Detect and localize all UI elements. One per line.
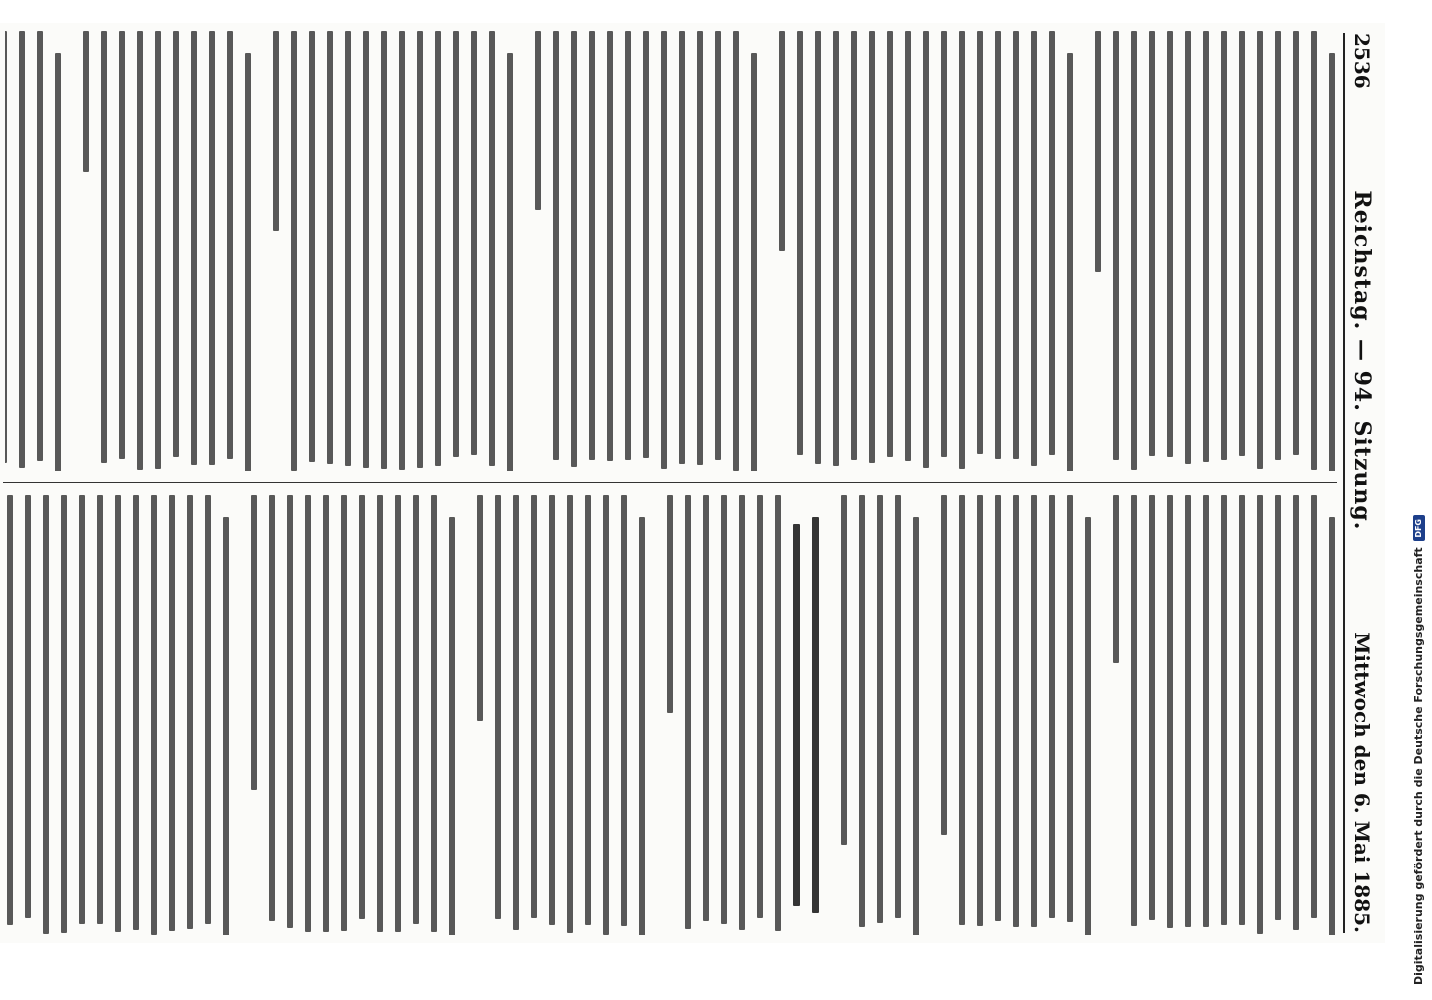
text-line — [155, 31, 161, 469]
text-line — [97, 495, 103, 924]
text-line — [43, 495, 49, 934]
text-line — [305, 495, 311, 932]
text-line — [205, 495, 211, 924]
text-line — [815, 31, 821, 464]
text-line — [841, 495, 847, 845]
text-line — [453, 31, 459, 457]
digitization-sidebar — [1402, 0, 1432, 1000]
text-line — [1113, 495, 1119, 663]
text-line — [887, 31, 893, 457]
text-line — [1067, 495, 1073, 922]
text-line — [133, 495, 139, 930]
text-line — [341, 495, 347, 931]
text-line — [977, 495, 983, 926]
text-line — [751, 53, 757, 471]
text-line — [1203, 31, 1209, 462]
page-header — [1343, 33, 1379, 933]
text-line — [1221, 31, 1227, 460]
text-line — [5, 31, 7, 463]
text-line — [733, 31, 739, 471]
text-line — [1149, 495, 1155, 920]
text-line — [859, 495, 865, 927]
text-line — [589, 31, 595, 460]
text-line — [1085, 517, 1091, 935]
text-line — [381, 31, 387, 469]
text-line — [661, 31, 667, 469]
text-line — [812, 517, 819, 912]
text-line — [679, 31, 685, 464]
text-line — [869, 31, 875, 463]
text-line — [273, 31, 279, 231]
text-line — [1329, 53, 1335, 471]
text-line — [251, 495, 257, 790]
text-line — [877, 495, 883, 923]
credit-text: Digitalisierung gefördert durch die Deutsche Forschungsgemeinschaft — [1412, 547, 1425, 985]
text-line — [471, 31, 477, 455]
text-line — [83, 31, 89, 172]
text-line — [1257, 31, 1263, 469]
text-line — [1113, 31, 1119, 460]
text-line — [1013, 31, 1019, 459]
text-line — [1293, 495, 1299, 930]
text-line — [531, 495, 537, 918]
page-title: Reichstag. — 94. Sitzung. — [1349, 190, 1375, 531]
text-line — [895, 495, 901, 918]
text-line — [1049, 31, 1055, 455]
text-line — [959, 31, 965, 469]
text-line — [377, 495, 383, 932]
text-line — [775, 495, 781, 931]
text-line — [757, 495, 763, 918]
text-column-right — [5, 495, 1335, 935]
text-line — [715, 31, 721, 460]
text-line — [513, 495, 519, 930]
text-line — [923, 31, 929, 468]
text-line — [173, 31, 179, 457]
text-line — [739, 495, 745, 930]
text-line — [1167, 31, 1173, 457]
text-line — [625, 31, 631, 460]
text-line — [941, 495, 947, 835]
text-line — [703, 495, 709, 921]
text-line — [621, 495, 627, 926]
text-line — [37, 31, 43, 461]
text-line — [359, 495, 365, 919]
text-line — [995, 31, 1001, 459]
text-line — [1049, 495, 1055, 918]
text-line — [449, 517, 455, 935]
text-line — [61, 495, 67, 933]
text-line — [345, 31, 351, 466]
text-line — [151, 495, 157, 935]
text-line — [793, 524, 800, 906]
text-line — [685, 495, 691, 929]
text-line — [797, 31, 803, 455]
text-line — [667, 495, 673, 713]
text-line — [959, 495, 965, 925]
text-line — [1239, 31, 1245, 456]
text-line — [209, 31, 215, 465]
text-line — [489, 31, 495, 466]
text-line — [697, 31, 703, 465]
text-line — [477, 495, 483, 721]
text-line — [1149, 31, 1155, 456]
text-line — [1293, 31, 1299, 455]
text-line — [905, 31, 911, 461]
text-line — [417, 31, 423, 468]
text-line — [1275, 31, 1281, 460]
page-number: 2536 — [1350, 33, 1374, 89]
text-line — [1275, 495, 1281, 920]
text-line — [395, 495, 401, 932]
text-line — [1095, 31, 1101, 272]
text-line — [779, 31, 785, 251]
text-line — [435, 31, 441, 466]
text-line — [169, 495, 175, 931]
text-line — [585, 495, 591, 925]
text-line — [549, 495, 555, 925]
text-line — [115, 495, 121, 932]
text-line — [1131, 31, 1137, 470]
text-line — [643, 31, 649, 458]
text-line — [1311, 31, 1317, 470]
text-line — [323, 495, 329, 932]
text-line — [309, 31, 315, 462]
text-line — [639, 517, 645, 935]
text-line — [495, 495, 501, 919]
text-line — [1329, 517, 1335, 935]
page-date: Mittwoch den 6. Mai 1885. — [1350, 632, 1374, 933]
text-line — [327, 31, 333, 464]
text-line — [941, 31, 947, 457]
text-line — [1067, 53, 1073, 471]
text-line — [223, 517, 229, 935]
dfg-logo: DFG — [1413, 515, 1425, 541]
document-page — [0, 23, 1385, 943]
text-line — [1167, 495, 1173, 928]
text-line — [1031, 31, 1037, 466]
text-line — [291, 31, 297, 471]
text-line — [1239, 495, 1245, 925]
text-line — [101, 31, 107, 463]
text-line — [399, 31, 405, 470]
text-line — [1031, 495, 1037, 927]
text-line — [1203, 495, 1209, 927]
column-divider — [3, 482, 1337, 483]
text-line — [227, 31, 233, 459]
text-line — [1185, 31, 1191, 464]
text-line — [55, 53, 61, 471]
text-line — [535, 31, 541, 210]
text-line — [567, 495, 573, 933]
text-line — [851, 31, 857, 460]
text-line — [1185, 495, 1191, 927]
text-line — [137, 31, 143, 470]
text-line — [79, 495, 85, 924]
text-line — [431, 495, 437, 932]
text-column-left — [5, 31, 1335, 471]
text-line — [7, 495, 13, 925]
text-line — [833, 31, 839, 466]
text-line — [191, 31, 197, 465]
text-line — [913, 517, 919, 935]
text-line — [607, 31, 613, 461]
text-line — [363, 31, 369, 468]
text-line — [507, 53, 513, 471]
text-line — [721, 495, 727, 924]
text-line — [995, 495, 1001, 921]
text-line — [1131, 495, 1137, 926]
text-line — [269, 495, 275, 921]
text-line — [19, 31, 25, 468]
text-line — [413, 495, 419, 924]
text-line — [245, 53, 251, 471]
digitization-credit — [1412, 515, 1425, 985]
text-line — [1257, 495, 1263, 934]
text-line — [187, 495, 193, 929]
text-line — [287, 495, 293, 928]
text-line — [603, 495, 609, 935]
text-line — [1013, 495, 1019, 927]
text-line — [119, 31, 125, 459]
text-line — [1311, 495, 1317, 918]
text-line — [553, 31, 559, 460]
text-line — [1221, 495, 1227, 925]
text-line — [571, 31, 577, 467]
text-line — [977, 31, 983, 454]
text-line — [25, 495, 31, 918]
